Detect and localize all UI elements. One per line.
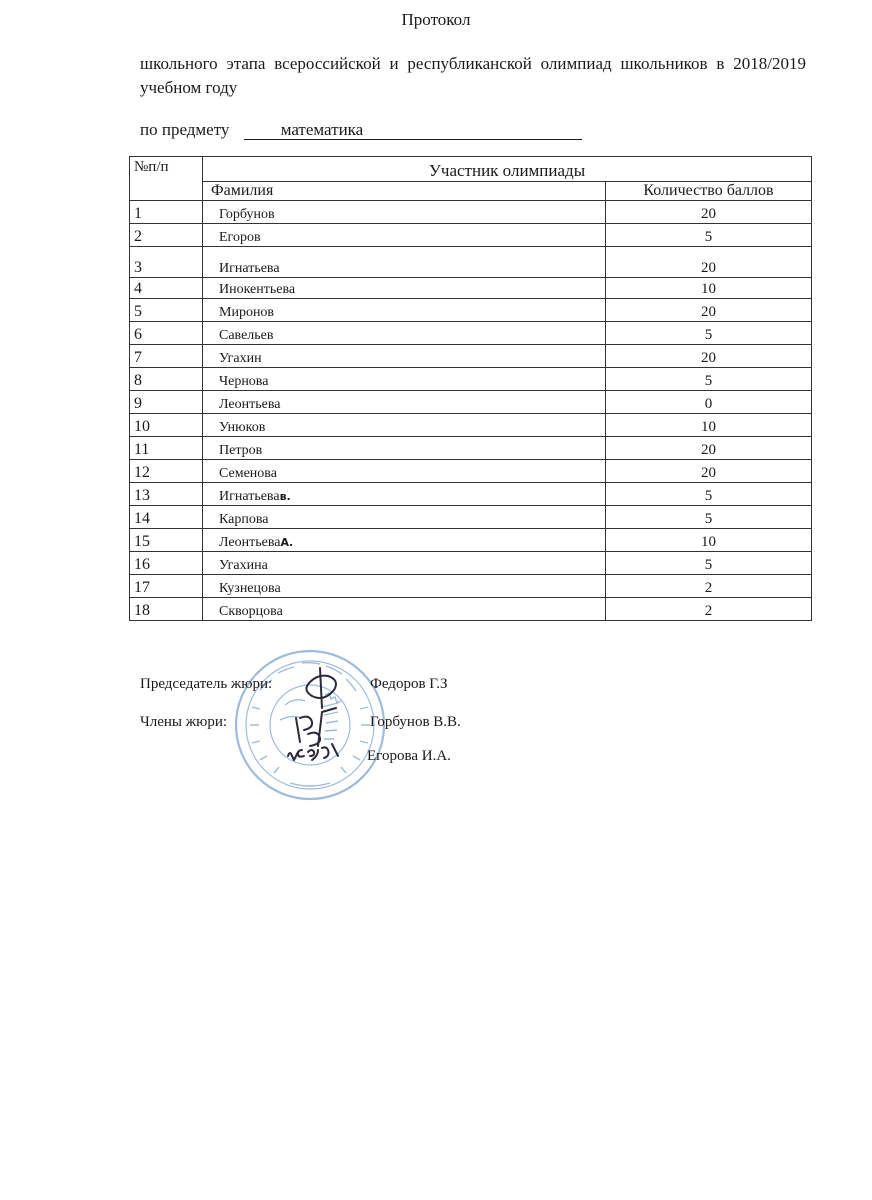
results-table: [129, 156, 812, 621]
score-cell: 2: [606, 575, 812, 598]
participant-name: Петров: [219, 443, 263, 458]
signatures-icon: [282, 660, 362, 770]
participant-name-cell: [203, 506, 606, 529]
table-row: [130, 598, 812, 621]
score-cell: 5: [606, 552, 812, 575]
participant-name-cell: [203, 414, 606, 437]
row-number: 3: [130, 247, 203, 278]
table-row: [130, 201, 812, 224]
participant-name-cell: [203, 278, 606, 299]
participant-name-cell: [203, 575, 606, 598]
intro-text: школьного этапа всероссийской и республиканской олимпиад школьников в 2018/2019 учебном году: [140, 54, 806, 97]
row-number: 10: [130, 414, 203, 437]
participant-name-cell: [203, 460, 606, 483]
row-number: 4: [130, 278, 203, 299]
table-row: [130, 278, 812, 299]
handwritten-initial: в.: [279, 490, 291, 503]
row-number: 16: [130, 552, 203, 575]
participant-name: Чернова: [219, 374, 269, 389]
participant-name-cell: [203, 437, 606, 460]
table-subheader-row: [130, 182, 812, 201]
row-number: 8: [130, 368, 203, 391]
row-number: 17: [130, 575, 203, 598]
participant-name: Егоров: [219, 230, 261, 245]
table-row: [130, 529, 812, 552]
member-1-name: Горбунов В.В.: [370, 714, 461, 730]
score-cell: 20: [606, 201, 812, 224]
score-cell: 10: [606, 529, 812, 552]
score-cell: 0: [606, 391, 812, 414]
table-row: [130, 575, 812, 598]
participant-name-cell: [203, 224, 606, 247]
row-number: 18: [130, 598, 203, 621]
participant-name: Угахин: [219, 351, 262, 366]
participant-name: Скворцова: [219, 604, 283, 619]
row-number: 13: [130, 483, 203, 506]
participant-name: Савельев: [219, 328, 274, 343]
row-number: 6: [130, 322, 203, 345]
score-cell: 20: [606, 437, 812, 460]
score-cell: 10: [606, 278, 812, 299]
table-row: [130, 391, 812, 414]
document-title: Протокол: [401, 10, 471, 29]
member-2-name: Егорова И.А.: [367, 748, 451, 764]
row-number: 11: [130, 437, 203, 460]
table-row: [130, 414, 812, 437]
header-number: №п/п: [130, 157, 203, 201]
participant-name-cell: [203, 201, 606, 224]
row-number: 7: [130, 345, 203, 368]
participant-name-cell: [203, 391, 606, 414]
participant-name-cell: [203, 368, 606, 391]
table-row: [130, 247, 812, 278]
score-cell: 20: [606, 460, 812, 483]
table-row: [130, 552, 812, 575]
participant-name-cell: [203, 299, 606, 322]
participant-name: Леонтьева: [219, 535, 281, 550]
row-number: 2: [130, 224, 203, 247]
table-row: [130, 483, 812, 506]
score-cell: 5: [606, 368, 812, 391]
table-row: [130, 460, 812, 483]
table-row: [130, 299, 812, 322]
participant-name-cell: [203, 483, 606, 506]
participant-name: Унюков: [219, 420, 266, 435]
participant-name: Миронов: [219, 305, 275, 320]
participant-name: Игнатьева: [219, 489, 280, 504]
score-cell: 10: [606, 414, 812, 437]
participant-name-cell: [203, 529, 606, 552]
score-cell: 5: [606, 506, 812, 529]
header-surname: Фамилия: [203, 182, 606, 201]
handwritten-initial: А.: [280, 536, 294, 549]
subject-value: математика: [244, 120, 582, 140]
score-cell: 2: [606, 598, 812, 621]
participant-name: Карпова: [219, 512, 269, 527]
row-number: 14: [130, 506, 203, 529]
table-row: [130, 437, 812, 460]
score-cell: 20: [606, 345, 812, 368]
participant-name: Угахина: [219, 558, 268, 573]
table-body: [130, 201, 812, 621]
chair-name: Федоров Г.З: [370, 676, 448, 692]
row-number: 5: [130, 299, 203, 322]
score-cell: 20: [606, 299, 812, 322]
score-cell: 5: [606, 224, 812, 247]
row-number: 1: [130, 201, 203, 224]
participant-name-cell: [203, 345, 606, 368]
table-row: [130, 345, 812, 368]
chair-label: Председатель жюри:: [140, 676, 273, 692]
header-score: Количество баллов: [606, 182, 812, 201]
members-label: Члены жюри:: [140, 714, 228, 730]
participant-name: Инокентьева: [219, 282, 296, 297]
table-row: [130, 368, 812, 391]
score-cell: 20: [606, 247, 812, 278]
participant-name: Семенова: [219, 466, 277, 481]
participant-name-cell: [203, 598, 606, 621]
row-number: 9: [130, 391, 203, 414]
participant-name-cell: [203, 322, 606, 345]
score-cell: 5: [606, 483, 812, 506]
row-number: 15: [130, 529, 203, 552]
subject-line: [140, 120, 582, 140]
table-header-row: [130, 157, 812, 182]
table-row: [130, 322, 812, 345]
participant-name: Леонтьева: [219, 397, 281, 412]
table-row: [130, 224, 812, 247]
table-row: [130, 506, 812, 529]
participant-name-cell: [203, 247, 606, 278]
row-number: 12: [130, 460, 203, 483]
participant-name-cell: [203, 552, 606, 575]
subject-label: по предмету: [140, 120, 230, 139]
participant-name: Горбунов: [219, 207, 275, 222]
score-cell: 5: [606, 322, 812, 345]
participant-name: Игнатьева: [219, 261, 280, 276]
header-participant: Участник олимпиады: [203, 157, 812, 182]
participant-name: Кузнецова: [219, 581, 281, 596]
